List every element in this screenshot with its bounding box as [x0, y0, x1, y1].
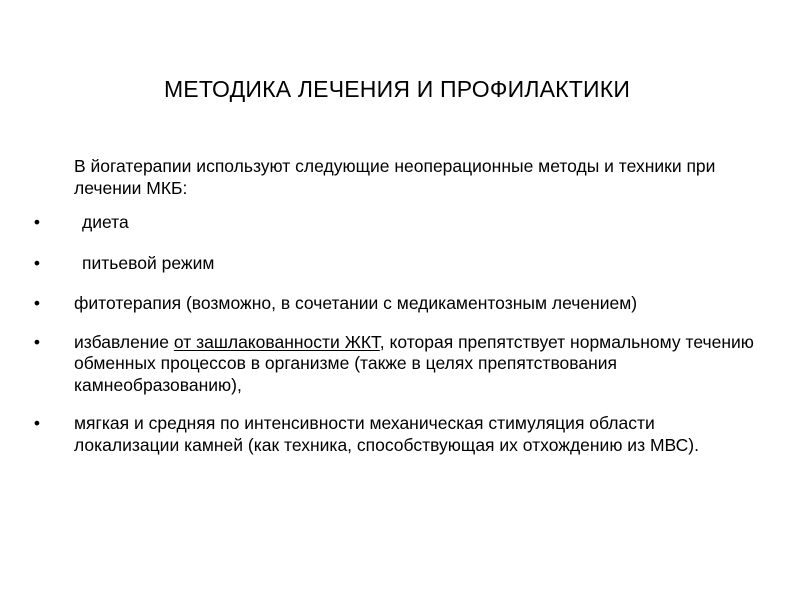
- list-item-text-after: , которая препятствует нормальному течению обменных процессов в организме (также в целях препятствования камнеобразованию),: [74, 331, 754, 395]
- list-item-detox: [0, 332, 794, 397]
- underlined-link[interactable]: от зашлакованности ЖКТ: [173, 331, 380, 352]
- list-item-text: [74, 332, 764, 397]
- bullet-icon: •: [33, 331, 41, 352]
- list-item-text: мягкая и средняя по интенсивности механическая стимуляция области локализации камней (как техника, способствующая их отхождению из МВС).: [74, 413, 699, 455]
- list-item-text: диета: [82, 212, 129, 232]
- list-item-text: фитотерапия (возможно, в сочетании с медикаментозным лечением): [74, 293, 638, 313]
- list-item-phyto: [0, 293, 794, 315]
- bullet-icon: •: [33, 293, 41, 313]
- bullet-icon: •: [33, 252, 41, 273]
- list-item-diet: [0, 212, 794, 234]
- list-item-drinking: [0, 253, 794, 275]
- slide-title: МЕТОДИКА ЛЕЧЕНИЯ И ПРОФИЛАКТИКИ: [163, 76, 631, 102]
- list-item-text-before: избавление: [74, 331, 174, 352]
- list-item-text: питьевой режим: [82, 252, 215, 273]
- slide-body: [0, 156, 794, 472]
- bullet-icon: •: [33, 413, 41, 433]
- list-item-stimulation: [0, 413, 794, 456]
- bullet-icon: •: [33, 212, 41, 232]
- intro-paragraph: В йогатерапии используют следующие неоперационные методы и техники при лечении МКБ:: [74, 156, 716, 198]
